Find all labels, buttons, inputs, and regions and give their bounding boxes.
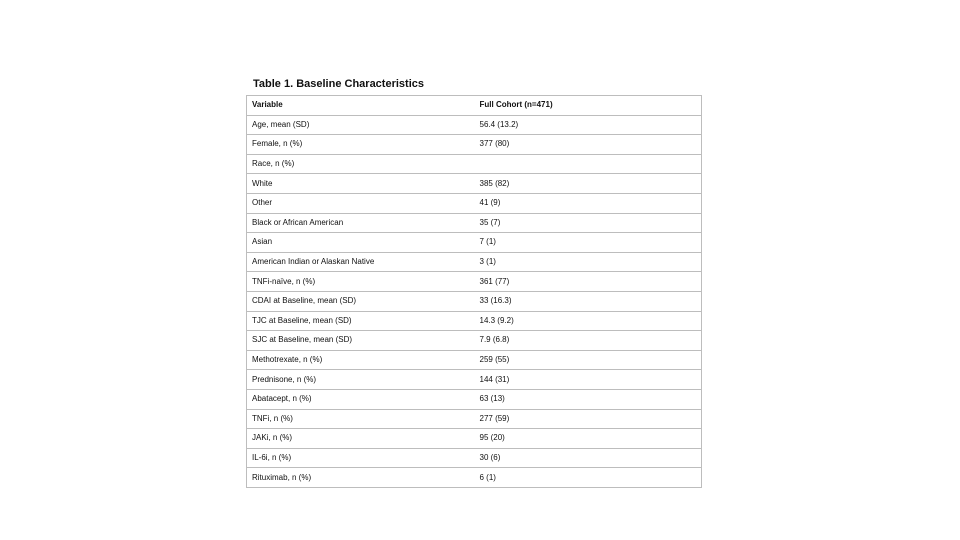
table-row	[247, 291, 702, 311]
column-header-variable: Variable	[247, 96, 475, 116]
row-value-cell: 95 (20)	[475, 429, 702, 449]
row-value-cell: 7 (1)	[475, 233, 702, 253]
row-value-cell: 35 (7)	[475, 213, 702, 233]
table-row	[247, 213, 702, 233]
row-variable-cell: TJC at Baseline, mean (SD)	[247, 311, 475, 331]
row-value-cell: 56.4 (13.2)	[475, 115, 702, 135]
row-value-cell: 361 (77)	[475, 272, 702, 292]
row-value-cell: 14.3 (9.2)	[475, 311, 702, 331]
row-value-cell: 63 (13)	[475, 389, 702, 409]
row-variable-cell: Abatacept, n (%)	[247, 389, 475, 409]
row-variable-cell: JAKi, n (%)	[247, 429, 475, 449]
row-value-cell: 30 (6)	[475, 448, 702, 468]
row-value-cell: 6 (1)	[475, 468, 702, 488]
table-row	[247, 448, 702, 468]
table-header-row	[247, 96, 702, 116]
row-value-cell: 385 (82)	[475, 174, 702, 194]
row-variable-cell: Race, n (%)	[247, 154, 475, 174]
table-row	[247, 350, 702, 370]
table-row	[247, 389, 702, 409]
row-variable-cell: SJC at Baseline, mean (SD)	[247, 331, 475, 351]
row-value-cell: 7.9 (6.8)	[475, 331, 702, 351]
table-row	[247, 135, 702, 155]
row-variable-cell: American Indian or Alaskan Native	[247, 252, 475, 272]
table-row	[247, 409, 702, 429]
column-header-full-cohort: Full Cohort (n=471)	[475, 96, 702, 116]
row-value-cell: 33 (16.3)	[475, 291, 702, 311]
baseline-characteristics-table	[246, 95, 702, 488]
table-row	[247, 174, 702, 194]
row-value-cell: 377 (80)	[475, 135, 702, 155]
row-variable-cell: Asian	[247, 233, 475, 253]
row-variable-cell: Female, n (%)	[247, 135, 475, 155]
row-value-cell: 259 (55)	[475, 350, 702, 370]
row-variable-cell: TNFi, n (%)	[247, 409, 475, 429]
row-variable-cell: White	[247, 174, 475, 194]
row-value-cell: 3 (1)	[475, 252, 702, 272]
table-row	[247, 252, 702, 272]
row-variable-cell: CDAI at Baseline, mean (SD)	[247, 291, 475, 311]
row-value-cell: 277 (59)	[475, 409, 702, 429]
table-row	[247, 429, 702, 449]
row-variable-cell: TNFi-naïve, n (%)	[247, 272, 475, 292]
table-row	[247, 331, 702, 351]
row-variable-cell: IL-6i, n (%)	[247, 448, 475, 468]
table-row	[247, 233, 702, 253]
row-variable-cell: Rituximab, n (%)	[247, 468, 475, 488]
table-row	[247, 468, 702, 488]
table-row	[247, 193, 702, 213]
row-value-cell: 41 (9)	[475, 193, 702, 213]
row-variable-cell: Methotrexate, n (%)	[247, 350, 475, 370]
table-title: Table 1. Baseline Characteristics	[253, 78, 424, 90]
row-variable-cell: Other	[247, 193, 475, 213]
table-row	[247, 115, 702, 135]
table-row	[247, 154, 702, 174]
row-value-cell	[475, 154, 702, 174]
row-variable-cell: Prednisone, n (%)	[247, 370, 475, 390]
row-variable-cell: Age, mean (SD)	[247, 115, 475, 135]
table-row	[247, 272, 702, 292]
row-variable-cell: Black or African American	[247, 213, 475, 233]
table-row	[247, 311, 702, 331]
table-row	[247, 370, 702, 390]
row-value-cell: 144 (31)	[475, 370, 702, 390]
